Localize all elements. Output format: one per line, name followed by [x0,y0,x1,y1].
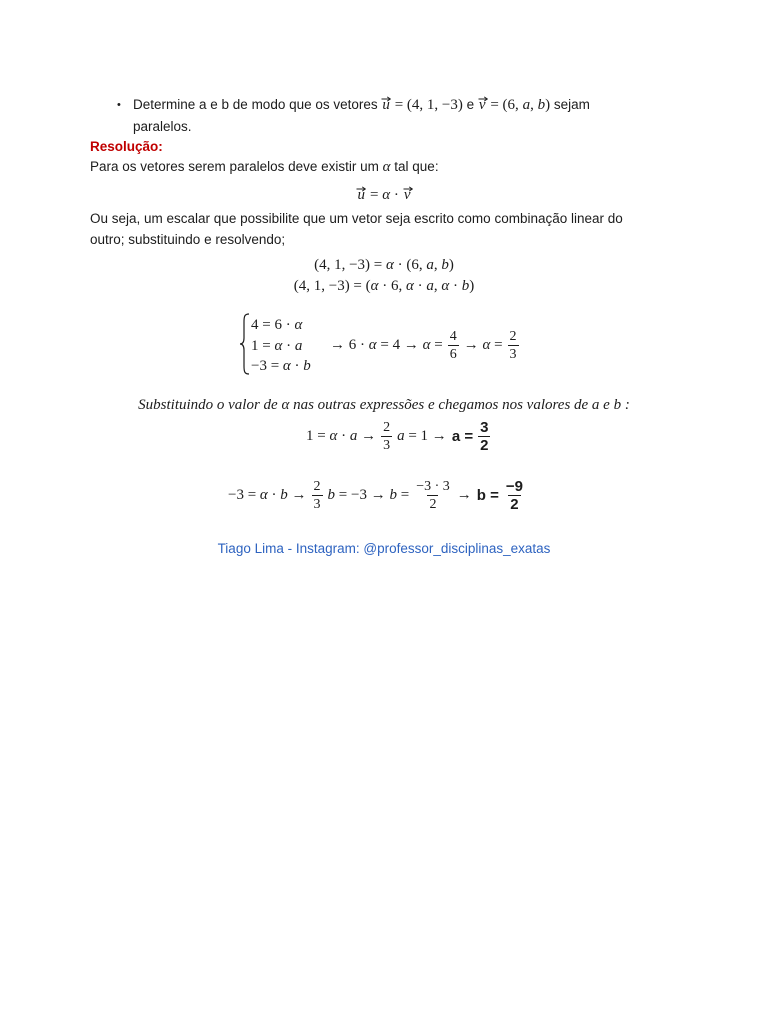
vector-u [356,188,366,203]
system-equation-1: 4 = 6 · α [251,317,303,333]
result-a-middle: a = 1 → [397,427,447,444]
result-a-start: 1 = α · a → [306,427,377,444]
fraction-numerator: −9 [505,477,523,495]
result-a [306,414,490,458]
fraction-2-3 [312,478,323,513]
vector-v [478,98,487,113]
answer-b-fraction [504,478,525,513]
system-equation-2: 1 = α · a [251,337,303,354]
system-equation-3: −3 = α · b [251,358,311,374]
vector-arrow-icon [478,96,488,102]
substitution-equation-1: (4, 1, −3) = α · (6, a, b) [314,257,454,273]
result-b-arrow: → [456,486,472,503]
fraction-numerator: 4 [449,328,457,344]
question-text-end: sejam [553,97,590,112]
vector-arrow-icon [403,186,413,192]
system-solve-middle: → α = [463,336,503,353]
question-line-2: paralelos. [133,119,192,134]
vector-v-symbol: v [403,186,411,203]
fraction-denominator: 2 [429,496,437,512]
intro-text-end: tal que: [394,159,439,174]
vector-u [381,98,391,113]
fraction-numerator: 2 [383,419,391,435]
fraction-numerator: 2 [313,478,321,494]
vector-v-value: = (6, a, b) [490,97,551,113]
result-b-middle: b = −3 → b = [327,486,410,503]
parallel-equation-middle: = α · [369,186,399,203]
author-credit: Tiago Lima - Instagram: @professor_disciplinas_exatas [217,541,551,556]
vector-v-symbol: v [478,97,486,113]
fraction-denominator: 6 [449,346,457,362]
fraction-denominator: 2 [510,495,519,513]
system-brace [239,313,250,375]
question-bullet: • [117,99,121,111]
explanation-line-2: outro; substituindo e resolvendo; [90,232,286,247]
system-equations [251,315,311,377]
result-b [228,473,525,517]
fraction-denominator: 3 [313,496,321,512]
vector-u-value: = (4, 1, −3) [394,97,463,113]
fraction-denominator: 2 [480,436,489,454]
parallel-equation [0,185,768,205]
result-b-start: −3 = α · b → [228,486,307,503]
fraction-denominator: 3 [509,346,517,362]
fraction-numerator: 2 [509,328,517,344]
resolution-label: Resolução: [90,139,163,154]
fraction-2-3 [381,419,392,454]
alpha-symbol: α [382,159,391,175]
answer-a-label: a = [451,427,474,445]
substitution-note: Substituindo o valor de α nas outras expressões e chegamos nos valores de a e b : [138,397,630,413]
answer-a-fraction [478,419,490,454]
fraction-denominator: 3 [383,437,391,453]
vector-arrow-icon [356,186,366,192]
question-line-1 [133,95,590,115]
vector-u-symbol: u [382,97,390,113]
vector-u-symbol: u [357,186,365,203]
fraction-4-6 [448,328,459,363]
question-conjunction: e [466,97,475,112]
question-text-start: Determine a e b de modo que os vetores [133,97,378,112]
answer-b-label: b = [476,486,499,504]
system-solve-start: → 6 · α = 4 → α = [330,336,443,353]
fraction-minus-3-times-3-over-2 [414,478,452,513]
intro-line [90,157,439,177]
fraction-numerator: −3 · 3 [416,478,450,494]
system-solution [330,323,519,367]
fraction-numerator: 3 [480,418,489,436]
vector-arrow-icon [381,96,391,102]
intro-text-start: Para os vetores serem paralelos deve existir um [90,159,379,174]
explanation-line-1: Ou seja, um escalar que possibilite que um vetor seja escrito como combinação linear do [90,211,623,226]
fraction-2-3 [508,328,519,363]
vector-v [403,188,412,203]
substitution-equation-2: (4, 1, −3) = (α · 6, α · a, α · b) [293,278,475,294]
